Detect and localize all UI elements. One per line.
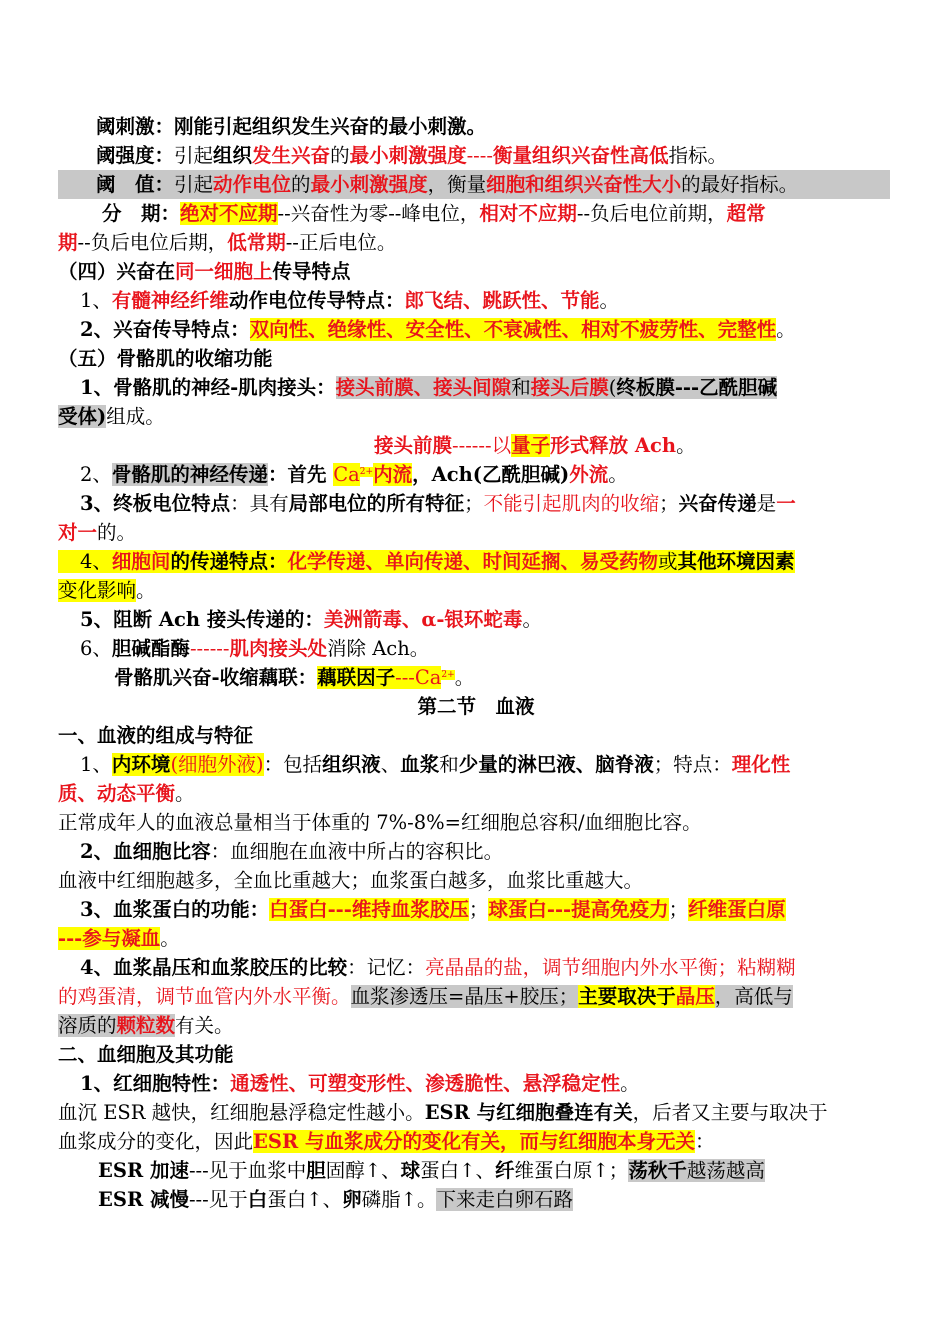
text: 球 [400, 1159, 421, 1182]
text: --负后电位前期， [576, 202, 727, 225]
text: 2、兴奋传导特点： [80, 318, 250, 341]
keyword: 质、动态平衡 [58, 782, 176, 805]
line-plasma-proteins [58, 895, 894, 924]
text: 其他环境因素 [677, 550, 795, 573]
keyword: 纤维蛋白原 [688, 898, 786, 921]
keyword: ---参与凝血 [58, 927, 161, 950]
text: 二、血细胞及其功能 [58, 1043, 234, 1066]
text: 。 [608, 463, 628, 486]
text: 的 [330, 144, 350, 167]
text: 引起 [174, 173, 214, 196]
text: 或 [657, 550, 678, 573]
text: 胆 [306, 1159, 326, 1182]
keyword: 最小刺激强度 [349, 144, 467, 167]
text: ，后者又主要与取决于 [632, 1101, 828, 1124]
line-esr-slow [58, 1185, 894, 1214]
text: ； [464, 492, 484, 515]
line-specific-gravity [58, 866, 894, 895]
keyword: 美洲箭毒、α-银环蛇毒 [323, 608, 523, 631]
text: 传导特点 [272, 260, 351, 283]
text: 受体) [58, 405, 107, 428]
heading-blood-composition [58, 721, 894, 750]
line-intercellular [58, 547, 894, 576]
superscript: 2+ [359, 466, 374, 477]
text: 白 [247, 1188, 268, 1211]
keyword: 内流 [373, 463, 413, 486]
text: 血液中红细胞越多，全血比重越大；血浆蛋白越多，血浆比重越大。 [58, 869, 644, 892]
text: 3、血浆蛋白的功能： [80, 898, 270, 921]
keyword: 接头前膜、接头间隙 [335, 376, 512, 399]
text: 2、 [80, 463, 112, 486]
text: 指标。 [668, 144, 727, 167]
text: 主要取决于 [578, 985, 676, 1008]
text: 的最好指标。 [681, 173, 799, 196]
text: 。 [676, 434, 696, 457]
text: ：记忆： [347, 956, 426, 979]
keyword: 理化性 [731, 753, 791, 776]
line-presynaptic [58, 431, 894, 460]
line-osmotic-compare [58, 953, 894, 982]
text: 蛋白↑、 [420, 1159, 495, 1182]
text: 。 [160, 927, 180, 950]
text: ---见于 [188, 1188, 248, 1211]
line-myelinated [58, 286, 894, 315]
keyword: 有髓神经纤维 [111, 289, 229, 312]
keyword: 球蛋白---提高免疫力 [488, 898, 669, 921]
keyword: 接头后膜 [530, 376, 609, 399]
text: ：包括 [263, 753, 323, 776]
term: 阈 值： [96, 173, 175, 196]
text: 4、血浆晶压和血浆胶压的比较 [80, 956, 348, 979]
keyword: 通透性、可塑变形性、渗透脆性、悬浮稳定性 [230, 1072, 621, 1095]
mnemonic: 下来走白卵石路 [436, 1188, 573, 1211]
text: ，高低与 [714, 985, 793, 1008]
text: 2、血细胞比容 [80, 840, 211, 863]
text: 。 [599, 289, 619, 312]
text: 骨骼肌的神经传递 [111, 463, 268, 486]
text: （五）骨骼肌的收缩功能 [58, 347, 273, 370]
text: 少量的淋巴液、脑脊液 [458, 753, 654, 776]
text: 、 [380, 753, 401, 776]
text: 。 [522, 608, 542, 631]
keyword: Ca [333, 463, 360, 486]
line-cholinesterase [58, 634, 894, 663]
text: 一、血液的组成与特征 [58, 724, 254, 747]
keyword: 同一细胞上 [175, 260, 273, 283]
keyword: (细胞外液) [170, 753, 264, 776]
text: ESR 减慢 [98, 1188, 189, 1211]
text: 卵 [342, 1188, 362, 1211]
text: ： [694, 1130, 715, 1153]
text: 1、 [80, 289, 112, 312]
text: 固醇↑、 [325, 1159, 401, 1182]
keyword: 藕联因子 [317, 666, 396, 689]
mnemonic: 越荡越高 [686, 1159, 765, 1182]
line-neural-transmission [58, 460, 894, 489]
line-endplate-cont [58, 518, 894, 547]
keyword: 对一 [58, 521, 98, 544]
keyword: 化学传递、单向传递、时间延搁、易受药物 [287, 550, 658, 573]
text: --兴奋性为零--峰电位， [277, 202, 480, 225]
text: ( [608, 376, 617, 399]
text: 的传递特点： [170, 550, 288, 573]
keyword: 期 [58, 231, 78, 254]
keyword: 郎飞结、跳跃性、节能 [404, 289, 600, 312]
line-threshold-value [58, 170, 890, 199]
keyword: 低常期 [227, 231, 286, 254]
line-phases [58, 199, 894, 228]
text: 。 [175, 782, 195, 805]
text: ； [468, 898, 489, 921]
text: 消除 Ach。 [327, 637, 430, 660]
line-internal-env [58, 750, 894, 779]
text: ； [659, 492, 679, 515]
line-hematocrit [58, 837, 894, 866]
text: 1、骨骼肌的神经-肌肉接头： [80, 376, 336, 399]
text: 溶质的 [58, 1014, 117, 1037]
keyword: 晶压 [675, 985, 715, 1008]
text: ； [668, 898, 689, 921]
text: 1、 [80, 753, 112, 776]
keyword: 衡量组织兴奋性高低 [492, 144, 669, 167]
keyword: 颗粒数 [116, 1014, 176, 1037]
document-page [58, 112, 894, 1214]
text: 6、 [80, 637, 112, 660]
line-esr-2 [58, 1127, 894, 1156]
line-esr-1 [58, 1098, 894, 1127]
text: 和 [511, 376, 531, 399]
text: 4、 [58, 550, 112, 573]
keyword: 肌肉接头处 [229, 637, 327, 660]
line-osmotic-cont [58, 982, 894, 1011]
line-plasma-proteins-cont [58, 924, 894, 953]
line-nmj [58, 373, 894, 402]
line-coupling [58, 663, 894, 692]
keyword: 最小刺激强度 [310, 173, 428, 196]
line-blood-volume [58, 808, 894, 837]
text: ------ [452, 434, 492, 457]
text: 。 [776, 318, 796, 341]
keyword: 细胞和组织兴奋性大小 [486, 173, 682, 196]
keyword: ESR 与血浆成分的变化有关，而与红细胞本身无关 [253, 1130, 695, 1153]
keyword: 内环境 [111, 753, 171, 776]
text: 胆碱酯酶 [111, 637, 190, 660]
text: 是 [756, 492, 777, 515]
text: 的 [291, 173, 311, 196]
line-nmj-cont [58, 402, 894, 431]
text: 5、阻断 Ach 接头传递的： [80, 608, 324, 631]
section-title: 第二节 血液 [417, 695, 535, 718]
keyword: 接头前膜 [374, 434, 453, 457]
keyword: 细胞间 [111, 550, 171, 573]
keyword: 外流 [569, 463, 609, 486]
line-excitation-features [58, 315, 894, 344]
text: 组织 [213, 144, 253, 167]
line-phases-cont [58, 228, 894, 257]
line-endplate [58, 489, 894, 518]
text: 有关。 [175, 1014, 234, 1037]
text: 动作电位传导特点： [228, 289, 405, 312]
keyword: 超常 [726, 202, 766, 225]
text: 组成。 [106, 405, 165, 428]
text: ；特点： [653, 753, 732, 776]
text: 磷脂↑。 [361, 1188, 437, 1211]
heading-skeletal-muscle [58, 344, 894, 373]
text: 兴奋传递 [678, 492, 757, 515]
keyword: 的鸡蛋清，调节血管内外水平衡。 [58, 985, 351, 1008]
text: 血浆 [400, 753, 440, 776]
heading-conduction [58, 257, 894, 286]
term: 分 期： [102, 202, 181, 225]
text: （四）兴奋在 [58, 260, 176, 283]
text: 正常成年人的血液总量相当于体重的 7%-8%=红细胞总容积/血细胞比容。 [58, 811, 702, 834]
text: 和 [439, 753, 459, 776]
keyword: 发生兴奋 [252, 144, 331, 167]
text: 。 [136, 579, 156, 602]
line-blockers [58, 605, 894, 634]
keyword: 亮晶晶的盐，调节细胞内外水平衡；粘糊糊 [425, 956, 796, 979]
text: 血沉 ESR 越快，红细胞悬浮稳定性越小。 [58, 1101, 425, 1124]
keyword: 形式释放 Ach [550, 434, 677, 457]
text: 阈刺激：刚能引起组织发生兴奋的最小刺激。 [96, 115, 487, 138]
text: --正后电位。 [285, 231, 397, 254]
text: ，衡量 [427, 173, 487, 196]
line-rbc-features [58, 1069, 894, 1098]
heading-blood-cells [58, 1040, 894, 1069]
keyword: 量子 [511, 434, 551, 457]
keyword: 白蛋白---维持血浆胶压 [269, 898, 469, 921]
line-esr-accelerate [58, 1156, 894, 1185]
keyword: 一 [776, 492, 796, 515]
text: 蛋白↑、 [267, 1188, 343, 1211]
text: 的。 [97, 521, 137, 544]
text: ---- [466, 144, 493, 167]
text: 以 [491, 434, 512, 457]
text: ------ [189, 637, 230, 660]
text: 纤 [494, 1159, 515, 1182]
text: 。 [620, 1072, 640, 1095]
text: 。 [454, 666, 475, 689]
line-threshold-intensity [58, 141, 894, 170]
line-internal-env-cont [58, 779, 894, 808]
text: 维蛋白原↑； [514, 1159, 629, 1182]
text: 1、红细胞特性： [80, 1072, 231, 1095]
keyword: 动作电位 [213, 173, 292, 196]
text: 3、终板电位特点 [80, 492, 231, 515]
text: ---乙酰胆碱 [674, 376, 778, 399]
keyword: ---Ca [395, 666, 442, 689]
text: 变化影响 [58, 579, 137, 602]
section-title-blood [58, 692, 894, 721]
term: 阈强度： [96, 144, 175, 167]
text: ESR 与红细胞叠连有关 [424, 1101, 633, 1124]
line-intercellular-cont [58, 576, 894, 605]
text: ：具有 [230, 492, 289, 515]
keyword: 绝对不应期 [180, 202, 278, 225]
text: ：血细胞在血液中所占的容积比。 [210, 840, 504, 863]
text: ：首先 [267, 463, 334, 486]
line-threshold-stimulus [58, 112, 894, 141]
mnemonic: 荡秋千 [628, 1159, 687, 1182]
text: 骨骼肌兴奋-收缩藕联： [114, 666, 318, 689]
keyword: 相对不应期 [479, 202, 577, 225]
text: 组织液 [322, 753, 381, 776]
keyword: 双向性、绝缘性、安全性、不衰减性、相对不疲劳性、完整性 [249, 318, 777, 341]
text: ---见于血浆中 [188, 1159, 307, 1182]
superscript: 2+ [441, 669, 455, 680]
keyword: 不能引起肌肉的收缩 [483, 492, 660, 515]
text: 血浆渗透压=晶压+胶压； [350, 985, 579, 1008]
line-osmotic-cont2 [58, 1011, 894, 1040]
text: ESR 加速 [98, 1159, 189, 1182]
text: 终板膜 [616, 376, 675, 399]
text: ，Ach(乙酰胆碱) [412, 463, 570, 486]
text: 引起 [174, 144, 214, 167]
text: 血浆成分的变化，因此 [58, 1130, 254, 1153]
text: --负后电位后期， [77, 231, 228, 254]
text: 局部电位的所有特征 [288, 492, 465, 515]
